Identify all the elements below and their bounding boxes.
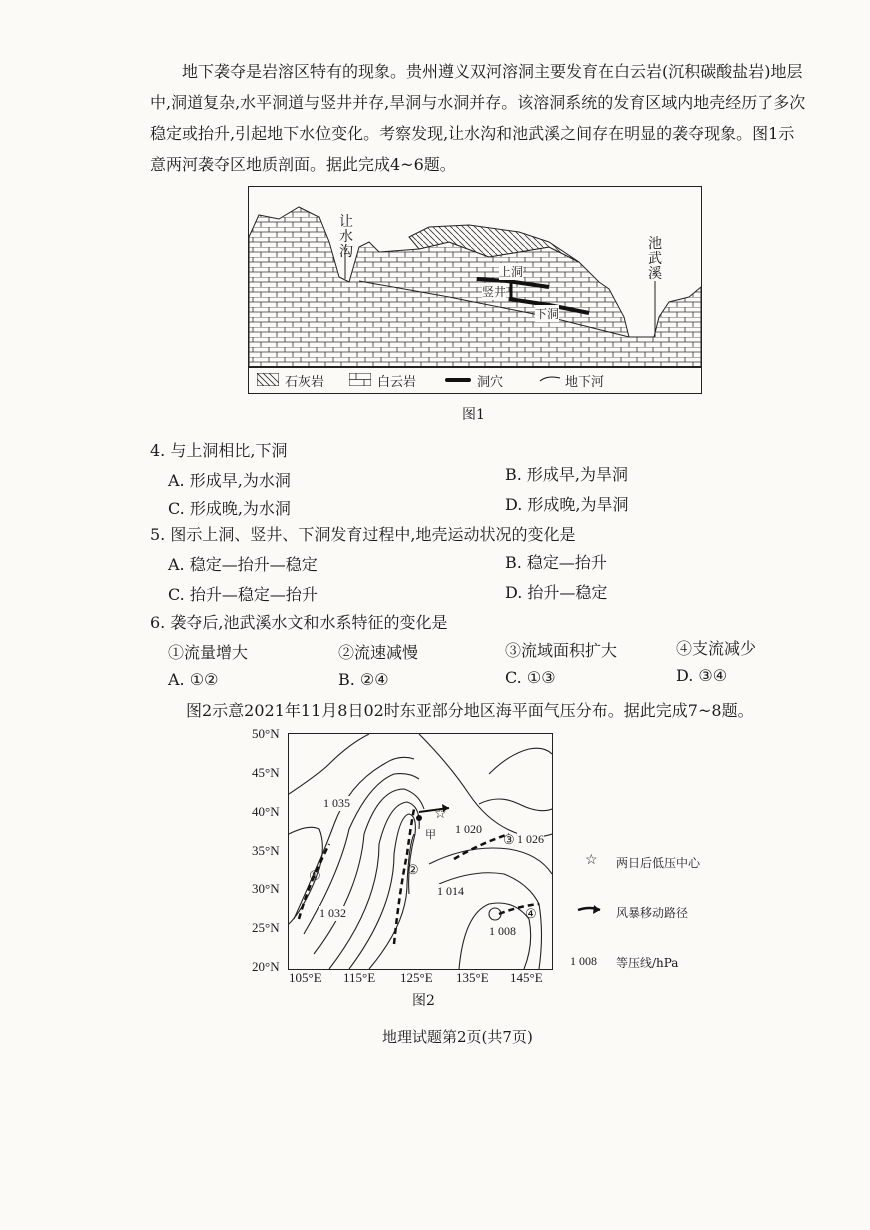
q6-option-c[interactable]: C. ①③ bbox=[505, 668, 556, 687]
q6-option-a[interactable]: A. ①② bbox=[168, 670, 219, 689]
marker-jia: 甲 bbox=[425, 828, 436, 841]
q5-option-d[interactable]: D. 抬升—稳定 bbox=[505, 583, 608, 602]
q5-stem: 5. 图示上洞、竖井、下洞发育过程中,地壳运动状况的变化是 bbox=[150, 525, 576, 544]
lat-35: 35°N bbox=[252, 843, 280, 858]
figure-1-legend bbox=[248, 366, 702, 394]
svg-text:☆: ☆ bbox=[434, 806, 447, 822]
arrow-icon bbox=[576, 902, 610, 918]
figure-1-geologic-section bbox=[248, 186, 702, 368]
isobar-label-1032: 1 032 bbox=[319, 906, 346, 920]
legend-cave: 洞穴 bbox=[477, 375, 504, 390]
legend-isobar: 等压线/hPa bbox=[616, 956, 679, 970]
q6-item-1: ①流量增大 bbox=[168, 643, 249, 662]
label-shaft: 竖井 bbox=[482, 285, 507, 299]
isobar-label-1026: 1 026 bbox=[517, 832, 544, 846]
intro-paragraph-1: 地下袭夺是岩溶区特有的现象。贵州遵义双河溶洞主要发育在白云岩(沉积碳酸盐岩)地层中,洞道复杂,水平洞道与竖井并存,旱洞与水洞并存。该溶洞系统的发育区域内地壳经历了多次稳定或抬升,引起地下水位变化。考察发现,让水沟和池武溪之间存在明显的袭夺现象。图1示意两河袭夺区地质剖面。据此完成4~6题。 bbox=[150, 62, 806, 174]
isobar-label-1014: 1 014 bbox=[437, 884, 464, 898]
q4-stem: 4. 与上洞相比,下洞 bbox=[150, 441, 288, 460]
q6-stem: 6. 袭夺后,池武溪水文和水系特征的变化是 bbox=[150, 613, 448, 632]
star-icon: ☆ bbox=[585, 852, 598, 868]
q6-item-4: ④支流减少 bbox=[676, 639, 757, 658]
marker-3: ③ bbox=[503, 832, 515, 847]
q4-option-a[interactable]: A. 形成早,为水洞 bbox=[168, 471, 291, 490]
lat-20: 20°N bbox=[252, 959, 280, 974]
lat-50: 50°N bbox=[252, 726, 280, 741]
label-upper-cave: 上洞 bbox=[499, 265, 524, 279]
lat-40: 40°N bbox=[252, 804, 280, 819]
legend-limestone: 石灰岩 bbox=[285, 375, 325, 390]
lon-115: 115°E bbox=[343, 970, 376, 985]
intro-paragraph-2: 图2示意2021年11月8日02时东亚部分地区海平面气压分布。据此完成7~8题。 bbox=[186, 701, 754, 720]
lat-25: 25°N bbox=[252, 920, 280, 935]
label-chiwuxi: 池 武 溪 bbox=[648, 236, 662, 282]
lon-125: 125°E bbox=[400, 970, 433, 985]
legend-dolomite: 白云岩 bbox=[377, 375, 417, 390]
figure-1-caption: 图1 bbox=[462, 407, 485, 423]
marker-4: ④ bbox=[525, 906, 537, 921]
q6-item-3: ③流域面积扩大 bbox=[505, 641, 618, 660]
q5-option-c[interactable]: C. 抬升—稳定—抬升 bbox=[168, 585, 318, 604]
lon-135: 135°E bbox=[456, 970, 489, 985]
marker-1: ① bbox=[309, 868, 321, 883]
legend-low-pressure-center: 两日后低压中心 bbox=[616, 856, 701, 870]
page-footer: 地理试题第2页(共7页) bbox=[382, 1028, 533, 1046]
q4-option-d[interactable]: D. 形成晚,为旱洞 bbox=[505, 495, 629, 514]
legend-underground-river: 地下河 bbox=[565, 375, 605, 390]
lat-30: 30°N bbox=[252, 881, 280, 896]
q5-option-a[interactable]: A. 稳定—抬升—稳定 bbox=[168, 555, 318, 574]
q6-item-2: ②流速减慢 bbox=[338, 643, 419, 662]
q4-option-b[interactable]: B. 形成早,为旱洞 bbox=[505, 465, 629, 484]
isobar-label-1035: 1 035 bbox=[323, 796, 350, 810]
figure-2-caption: 图2 bbox=[412, 993, 435, 1009]
q5-option-b[interactable]: B. 稳定—抬升 bbox=[505, 553, 607, 572]
isobar-label-1020: 1 020 bbox=[455, 822, 482, 836]
q6-option-b[interactable]: B. ②④ bbox=[338, 670, 389, 689]
q6-option-d[interactable]: D. ③④ bbox=[676, 666, 728, 685]
isobar-label-1008: 1 008 bbox=[489, 924, 516, 938]
storm-path-3 bbox=[454, 834, 509, 859]
lon-105: 105°E bbox=[289, 970, 322, 985]
marker-2: ② bbox=[407, 862, 419, 877]
label-rangshuigou: 让 水 沟 bbox=[339, 214, 353, 260]
q4-option-c[interactable]: C. 形成晚,为水洞 bbox=[168, 499, 291, 518]
figure-2-pressure-map bbox=[288, 733, 553, 970]
label-lower-cave: 下洞 bbox=[535, 307, 560, 321]
lon-145: 145°E bbox=[510, 970, 543, 985]
legend-isobar-value: 1 008 bbox=[570, 954, 597, 968]
legend-storm-path: 风暴移动路径 bbox=[616, 906, 689, 920]
lat-45: 45°N bbox=[252, 765, 280, 780]
